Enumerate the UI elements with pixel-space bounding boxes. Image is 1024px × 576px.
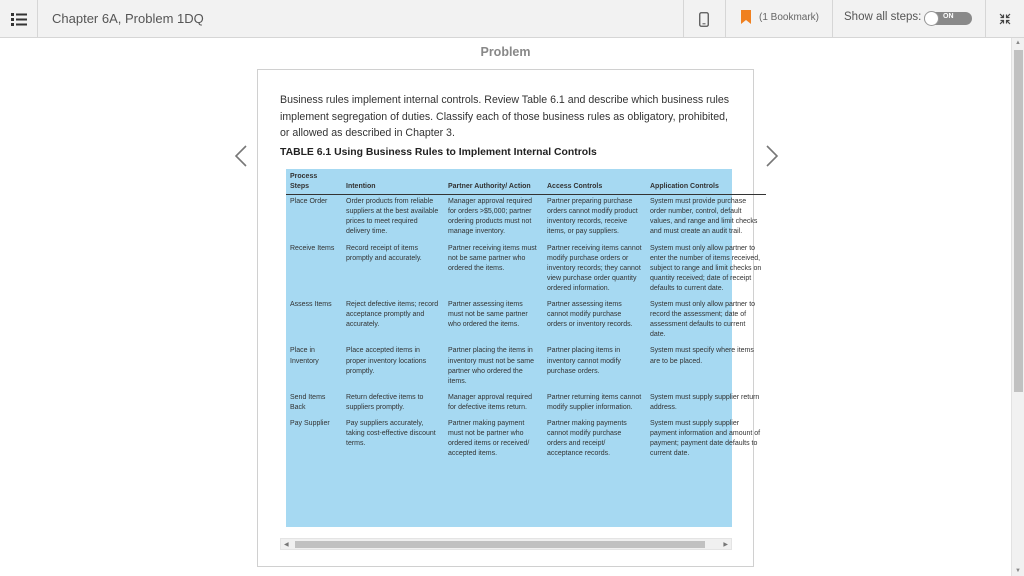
top-toolbar (0, 0, 1024, 38)
horizontal-scroll-thumb[interactable] (295, 541, 705, 548)
chevron-left-icon (235, 145, 247, 167)
bookmark-icon (741, 10, 751, 24)
page-scroll-thumb[interactable] (1014, 50, 1023, 392)
toolbar-divider (832, 0, 833, 38)
table-cell: Partner assessing items must not be same partner who ordered the items. (448, 301, 528, 329)
table-cell: System must supply supplier payment information and amount of payment; payment date defaults to current date. (650, 419, 761, 458)
menu-button[interactable] (0, 0, 38, 38)
table-cell: System must supply supplier return address. (650, 393, 760, 411)
list-icon (11, 13, 27, 26)
toggle-label: ON (943, 13, 954, 20)
page-scrollbar[interactable] (1011, 38, 1024, 576)
mobile-icon (699, 12, 709, 27)
bookmark-count: (1 Bookmark) (759, 11, 820, 23)
table-cell: Record receipt of items promptly and accurately. (346, 244, 422, 262)
table-cell: Partner placing the items in inventory must not be same partner who ordered the items. (448, 347, 534, 385)
problem-card (257, 69, 762, 567)
table-cell: Place accepted items in proper inventory locations promptly. (346, 347, 427, 375)
table-cell: System must provide purchase order number, control, default values, and range and limit checks and must create an audit trail. (650, 198, 758, 236)
table-cell: Partner preparing purchase orders cannot modify product inventory records, receive items, or pay suppliers. (547, 198, 638, 236)
table-row (286, 242, 766, 298)
table-cell: Partner receiving items must not be same partner who ordered the items. (448, 244, 537, 272)
bookmark-button[interactable] (741, 10, 819, 24)
problem-heading: Problem (480, 45, 531, 59)
table-row (286, 344, 766, 390)
column-header: Partner Authority/ Action (444, 169, 543, 195)
scroll-down-icon[interactable]: ▼ (1015, 568, 1021, 574)
column-header: Intention (342, 169, 444, 195)
problem-description: Business rules implement internal controls. Review Table 6.1 and describe which business rules implement segregation of duties. Classify each of those business rules as obligatory, prohibited, or allowed as described in Chapter 3. (280, 94, 730, 139)
horizontal-scrollbar[interactable] (280, 538, 732, 550)
collapse-icon (999, 13, 1011, 25)
table-cell: Partner assessing items cannot modify purchase orders or inventory records. (547, 301, 633, 329)
table-cell: System must only allow partner to record the assessment; date of assessment defaults to current date. (650, 301, 756, 339)
table-cell: Manager approval required for defective items return. (448, 393, 533, 411)
mobile-view-button[interactable] (683, 0, 725, 38)
table-cell: Partner returning items cannot modify supplier information. (547, 393, 642, 411)
table-row (286, 391, 766, 417)
column-header: Application Controls (646, 169, 766, 195)
previous-arrow-button[interactable] (231, 142, 251, 170)
table-cell: Partner placing items in inventory cannot modify purchase orders. (547, 347, 621, 375)
table-cell: Assess Items (290, 301, 332, 309)
scroll-left-icon[interactable]: ◀ (284, 542, 289, 548)
table-cell: Place in Inventory (290, 347, 319, 365)
show-steps-toggle[interactable] (924, 12, 972, 25)
next-arrow-button[interactable] (762, 142, 782, 170)
table-cell: Manager approval required for orders >$5,000; partner ordering products must not manage inventory. (448, 198, 533, 236)
chevron-right-icon (766, 145, 778, 167)
table-cell: System must only allow partner to enter the number of items received, subject to range and limit checks on quantity received; date of receipt defaults to current date. (650, 244, 762, 292)
table-cell: System must specify where items are to be placed. (650, 347, 754, 365)
business-rules-table (286, 169, 766, 463)
table-cell: Send Items Back (290, 393, 326, 411)
table-row (286, 195, 766, 242)
table-cell: Return defective items to suppliers promptly. (346, 393, 424, 411)
collapse-button[interactable] (985, 0, 1024, 38)
table-row (286, 417, 766, 463)
chapter-title: Chapter 6A, Problem 1DQ (52, 11, 204, 26)
table-image-viewport[interactable] (286, 169, 762, 527)
column-header: Process Steps (286, 169, 342, 195)
column-header: Access Controls (543, 169, 646, 195)
table-header-row (286, 169, 766, 195)
table-cell: Receive Items (290, 244, 335, 252)
table-cell: Partner making payments cannot modify purchase orders and receipt/ acceptance records. (547, 419, 627, 458)
table-cell: Partner making payment must not be partner who ordered items or received/ accepted items. (448, 419, 530, 458)
table-cell: Place Order (290, 198, 328, 206)
table-cell: Reject defective items; record acceptance promptly and accurately. (346, 301, 439, 329)
table-row (286, 298, 766, 344)
table-cell: Pay Supplier (290, 419, 330, 427)
table-cell: Order products from reliable suppliers at the best available prices to meet required delivery time. (346, 198, 439, 236)
scroll-right-icon[interactable]: ▶ (723, 542, 728, 548)
toolbar-divider (725, 0, 726, 38)
table-cell: Pay suppliers accurately, taking cost-effective discount terms. (346, 419, 436, 448)
scroll-up-icon[interactable]: ▲ (1015, 40, 1021, 46)
toggle-knob (924, 11, 939, 26)
table-caption: TABLE 6.1 Using Business Rules to Implement Internal Controls (280, 147, 597, 158)
show-all-steps-label: Show all steps: (844, 11, 922, 23)
table-cell: Partner receiving items cannot modify purchase orders or inventory records; they cannot view purchase order quantity ordered information. (547, 244, 642, 292)
